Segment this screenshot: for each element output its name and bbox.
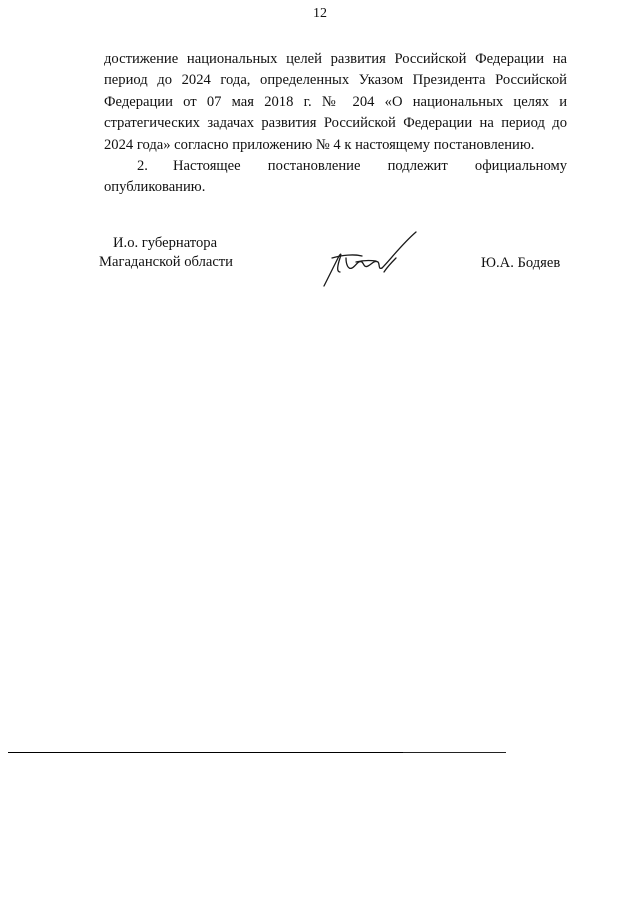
paragraph-2-number: 2. [137,158,148,175]
signatory-title-line-1: И.о. губернатора [113,235,218,251]
signatory-title-line-2: Магаданской области [99,254,233,270]
signatory-name: Ю.А. Бодяев [481,255,561,271]
body-text [104,49,567,199]
paragraph-1: достижение национальных целей развития Российской Федерации на период до 2024 года, определенных Указом Президента Российской Федерации от 07 мая 2018 г. № 204 «О национальных целях и стратегических задачах развития Российской Федерации на период до 2024 года» согласно приложению № 4 к настоящему постановлению. [104,51,567,153]
footer-rule [8,752,506,753]
handwritten-signature [318,228,422,290]
paragraph-2 [104,156,567,199]
signatory-title [99,234,233,272]
page-number: 12 [313,6,327,21]
paragraph-2-text: Настоящее постановление подлежит официальному опубликованию. [104,158,567,196]
